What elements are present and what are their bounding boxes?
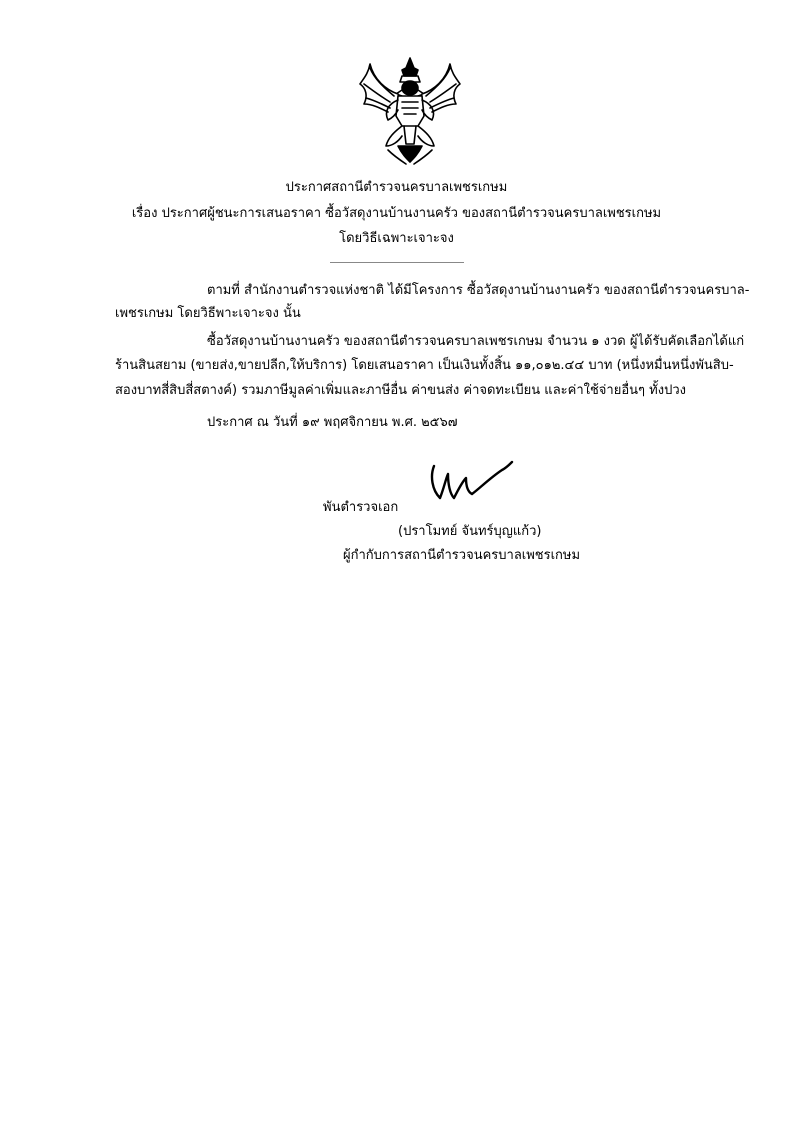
procurement-method: โดยวิธีเฉพาะเจาะจง — [339, 231, 454, 246]
signer-name: (ปราโมทย์ จันทร์บุญแก้ว) — [398, 524, 542, 539]
garuda-emblem-icon — [358, 54, 462, 167]
paragraph-2-line-3: สองบาทสี่สิบสี่สตางค์) รวมภาษีมูลค่าเพิ่มและภาษีอื่น ค่าขนส่ง ค่าจดทะเบียน และค่าใช้จ่ายอื่นๆ ทั้งปวง — [115, 383, 686, 398]
signer-position: ผู้กำกับการสถานีตำรวจนครบาลเพชรเกษม — [343, 548, 581, 563]
paragraph-2-line-1: ซื้อวัสดุงานบ้านงานครัว ของสถานีตำรวจนครบาลเพชรเกษม จำนวน ๑ งวด ผู้ได้รับคัดเลือกได้แก่ — [207, 334, 745, 349]
header-divider — [330, 262, 464, 263]
document-title: ประกาศสถานีตำรวจนครบาลเพชรเกษม — [285, 180, 508, 195]
announcement-date: ประกาศ ณ วันที่ ๑๙ พฤศจิกายน พ.ศ. ๒๕๖๗ — [207, 415, 458, 430]
handwritten-signature — [428, 460, 514, 506]
signer-rank: พันตำรวจเอก — [323, 500, 399, 515]
paragraph-1-line-2: เพชรเกษม โดยวิธีพาะเจาะจง นั้น — [115, 306, 301, 321]
document-subject: เรื่อง ประกาศผู้ชนะการเสนอราคา ซื้อวัสดุงานบ้านงานครัว ของสถานีตำรวจนครบาลเพชรเกษม — [131, 206, 662, 221]
paragraph-1-line-1: ตามที่ สำนักงานตำรวจแห่งชาติ ได้มีโครงการ ซื้อวัสดุงานบ้านงานครัว ของสถานีตำรวจนครบาล- — [207, 283, 750, 298]
paragraph-2-line-2: ร้านสินสยาม (ขายส่ง,ขายปลีก,ให้บริการ) โดยเสนอราคา เป็นเงินทั้งสิ้น ๑๑,๐๑๒.๔๔ บาท (หนึ่งหมื่นหนึ่งพันสิบ- — [115, 358, 734, 373]
